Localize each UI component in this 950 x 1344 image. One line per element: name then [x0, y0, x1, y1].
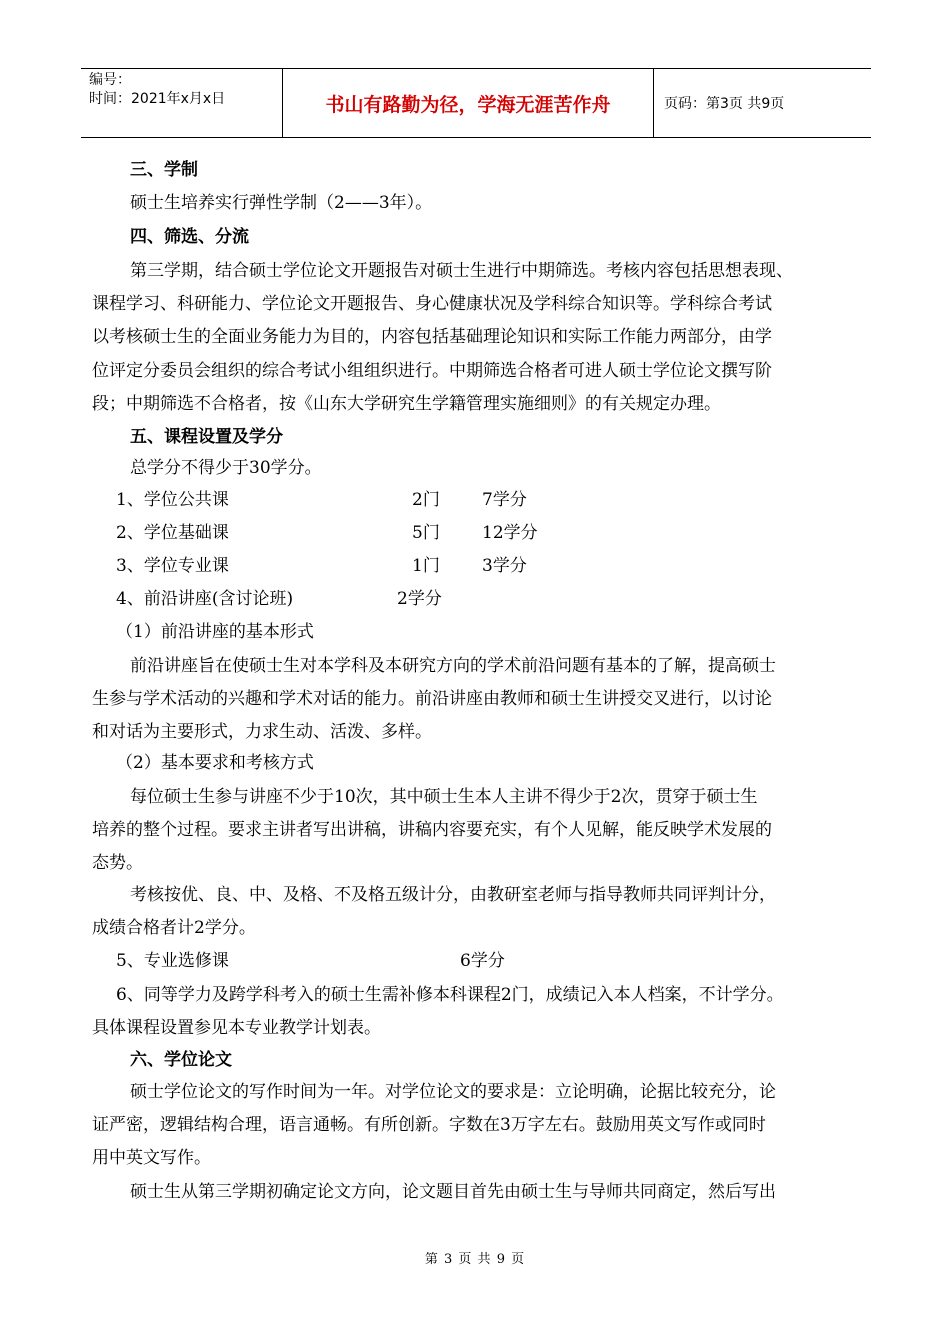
number-label: 编号：	[89, 72, 131, 88]
paragraph-line: 具体课程设置参见本专业教学计划表。	[92, 1018, 381, 1038]
course-credit: 7学分	[482, 490, 527, 510]
page-footer: 第 3 页 共 9 页	[424, 1252, 526, 1267]
paragraph-line: 总学分不得少于30学分。	[130, 458, 322, 478]
paragraph-line: 6、同等学力及跨学科考入的硕士生需补修本科课程2门，成绩记入本人档案，不计学分。	[116, 985, 784, 1005]
course-count: 2门	[412, 490, 440, 510]
course-name: 4、前沿讲座(含讨论班)	[116, 589, 294, 609]
subsection-title: （1）前沿讲座的基本形式	[116, 622, 314, 642]
paragraph-line: 第三学期，结合硕士学位论文开题报告对硕士生进行中期筛选。考核内容包括思想表现、	[130, 261, 793, 281]
paragraph-line: 硕士学位论文的写作时间为一年。对学位论文的要求是：立论明确，论据比较充分，论	[130, 1082, 776, 1102]
course-credit: 6学分	[460, 951, 505, 971]
course-credit: 3学分	[482, 556, 527, 576]
course-count: 1门	[412, 556, 440, 576]
paragraph-line: 前沿讲座旨在使硕士生对本学科及本研究方向的学术前沿问题有基本的了解，提高硕士	[130, 656, 776, 676]
course-name: 2、学位基础课	[116, 523, 229, 543]
paragraph-line: 生参与学术活动的兴趣和学术对话的能力。前沿讲座由教师和硕士生讲授交叉进行，以讨论	[92, 689, 772, 709]
paragraph-line: 证严密，逻辑结构合理，语言通畅。有所创新。字数在3万字左右。鼓励用英文写作或同时	[92, 1115, 766, 1135]
paragraph-line: 用中英文写作。	[92, 1148, 211, 1168]
section-heading-4: 四、筛选、分流	[130, 227, 249, 247]
paragraph-line: 考核按优、良、中、及格、不及格五级计分，由教研室老师与指导教师共同评判计分，	[130, 885, 776, 905]
paragraph-line: 段；中期筛选不合格者，按《山东大学研究生学籍管理实施细则》的有关规定办理。	[92, 394, 721, 414]
subsection-title: （2）基本要求和考核方式	[116, 753, 314, 773]
paragraph-line: 培养的整个过程。要求主讲者写出讲稿，讲稿内容要充实，有个人见解，能反映学术发展的	[92, 820, 772, 840]
paragraph-line: 每位硕士生参与讲座不少于10次，其中硕士生本人主讲不得少于2次，贯穿于硕士生	[130, 787, 758, 807]
course-name: 3、学位专业课	[116, 556, 229, 576]
course-name: 5、专业选修课	[116, 951, 229, 971]
paragraph-line: 以考核硕士生的全面业务能力为目的，内容包括基础理论知识和实际工作能力两部分，由学	[92, 327, 772, 347]
paragraph-line: 硕士生从第三学期初确定论文方向，论文题目首先由硕士生与导师共同商定，然后写出	[130, 1182, 776, 1202]
course-credit: 2学分	[397, 589, 442, 609]
paragraph-line: 课程学习、科研能力、学位论文开题报告、身心健康状况及学科综合知识等。学科综合考试	[92, 294, 772, 314]
course-count: 5门	[412, 523, 440, 543]
page-indicator: 页码：第3页 共9页	[664, 96, 785, 112]
course-name: 1、学位公共课	[116, 490, 229, 510]
motto: 书山有路勤为径，学海无涯苦作舟	[282, 69, 654, 137]
paragraph-line: 态势。	[92, 853, 143, 873]
paragraph-line: 位评定分委员会组织的综合考试小组组织进行。中期筛选合格者可进人硕士学位论文撰写阶	[92, 361, 772, 381]
page-header	[81, 68, 871, 138]
date-label: 时间：2021年x月x日	[89, 91, 226, 107]
section-heading-3: 三、学制	[130, 160, 198, 180]
course-credit: 12学分	[482, 523, 538, 543]
section-heading-6: 六、学位论文	[130, 1050, 232, 1070]
section-heading-5: 五、课程设置及学分	[130, 427, 283, 447]
paragraph-line: 和对话为主要形式，力求生动、活泼、多样。	[92, 722, 432, 742]
header-meta	[81, 69, 282, 137]
paragraph-line: 硕士生培养实行弹性学制（2——3年）。	[130, 193, 433, 213]
paragraph-line: 成绩合格者计2学分。	[92, 918, 256, 938]
